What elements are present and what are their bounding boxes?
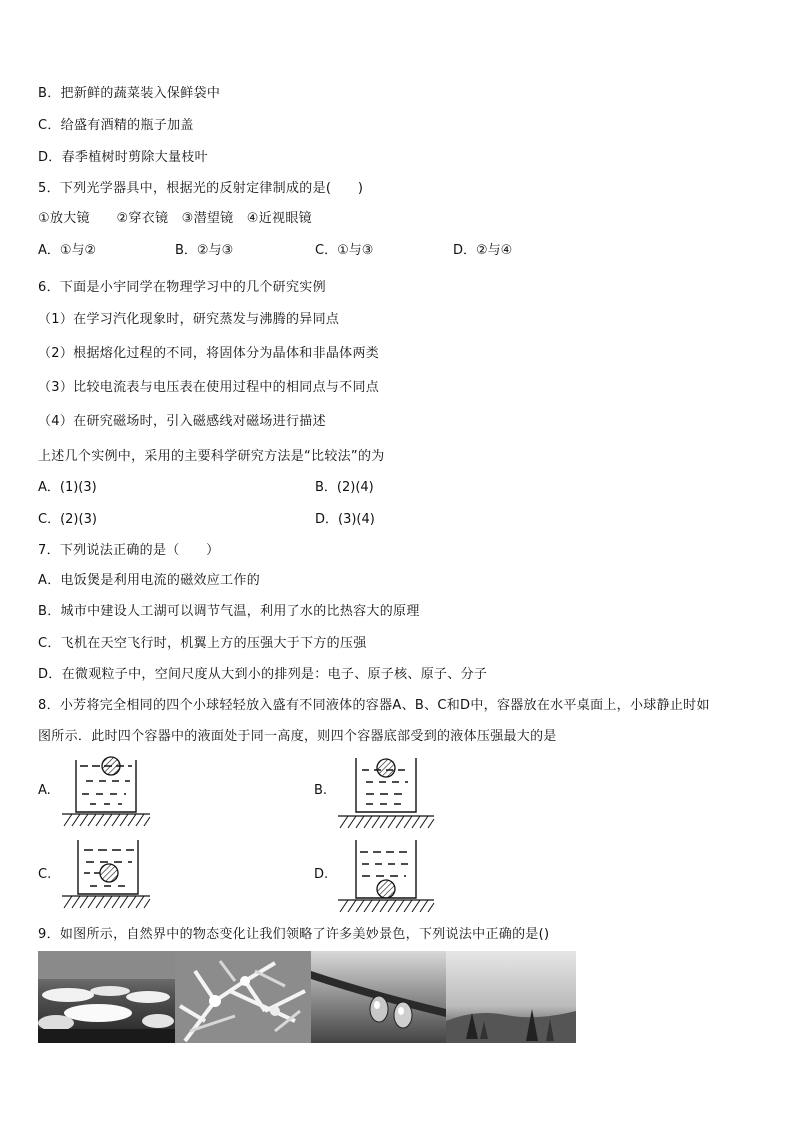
q7-option-d: D．在微观粒子中，空间尺度从大到小的排列是：电子、原子核、原子、分子 — [38, 667, 488, 682]
q9-photo-frost-branches — [175, 951, 311, 1043]
q6-question: 上述几个实例中，采用的主要科学研究方法是“比较法”的为 — [38, 449, 385, 464]
q8-stem-line-2: 图所示．此时四个容器中的液面处于同一高度，则四个容器底部受到的液体压强最大的是 — [38, 729, 557, 744]
q9-photo-foggy-trees — [446, 951, 576, 1043]
container-b-figure — [336, 754, 436, 830]
q4-option-b: B．把新鲜的蔬菜装入保鲜袋中 — [38, 86, 221, 101]
q6-option-c: C．(2)(3) — [38, 512, 97, 527]
q9-stem: 9．如图所示，自然界中的物态变化让我们领略了许多美妙景色，下列说法中正确的是() — [38, 927, 550, 942]
q4-option-c: C．给盛有酒精的瓶子加盖 — [38, 118, 194, 133]
q6-item-1: （1）在学习汽化现象时，研究蒸发与沸腾的异同点 — [38, 312, 340, 327]
q9-photo-strip — [38, 951, 576, 1043]
q9-photo-dew-drops — [311, 951, 446, 1043]
q8-label-b: B. — [314, 783, 328, 798]
q6-option-a: A．(1)(3) — [38, 480, 97, 495]
q6-option-b: B．(2)(4) — [315, 480, 374, 495]
q8-label-a: A. — [38, 783, 51, 798]
q8-label-c: C. — [38, 867, 52, 882]
q6-item-4: （4）在研究磁场时，引入磁感线对磁场进行描述 — [38, 414, 326, 429]
container-c-figure — [60, 836, 152, 912]
q8-label-d: D. — [314, 867, 329, 882]
q5-option-d: D．②与④ — [453, 243, 513, 258]
q4-option-d: D．春季植树时剪除大量枝叶 — [38, 150, 208, 165]
q6-option-d: D．(3)(4) — [315, 512, 375, 527]
q8-stem-line-1: 8．小芳将完全相同的四个小球轻轻放入盛有不同液体的容器A、B、C和D中，容器放在水平桌面上，小球静止时如 — [38, 698, 710, 713]
q5-option-a: A．①与② — [38, 243, 97, 258]
q7-option-a: A．电饭煲是利用电流的磁效应工作的 — [38, 573, 260, 588]
q7-option-c: C．飞机在天空飞行时，机翼上方的压强大于下方的压强 — [38, 636, 367, 651]
container-d-figure — [336, 836, 436, 912]
q5-option-b: B．②与③ — [175, 243, 234, 258]
q7-option-b: B．城市中建设人工湖可以调节气温，利用了水的比热容大的原理 — [38, 604, 420, 619]
q6-item-2: （2）根据熔化过程的不同，将固体分为晶体和非晶体两类 — [38, 346, 380, 361]
q5-items: ①放大镜 ②穿衣镜 ③潜望镜 ④近视眼镜 — [38, 211, 312, 226]
q7-stem: 7．下列说法正确的是（ ） — [38, 543, 220, 558]
q9-photo-snowy-rocks — [38, 951, 175, 1043]
q6-item-3: （3）比较电流表与电压表在使用过程中的相同点与不同点 — [38, 380, 380, 395]
q5-option-c: C．①与③ — [315, 243, 374, 258]
q5-stem: 5．下列光学器具中，根据光的反射定律制成的是( ) — [38, 181, 364, 196]
container-a-figure — [60, 754, 152, 830]
q6-stem: 6．下面是小宇同学在物理学习中的几个研究实例 — [38, 280, 326, 295]
